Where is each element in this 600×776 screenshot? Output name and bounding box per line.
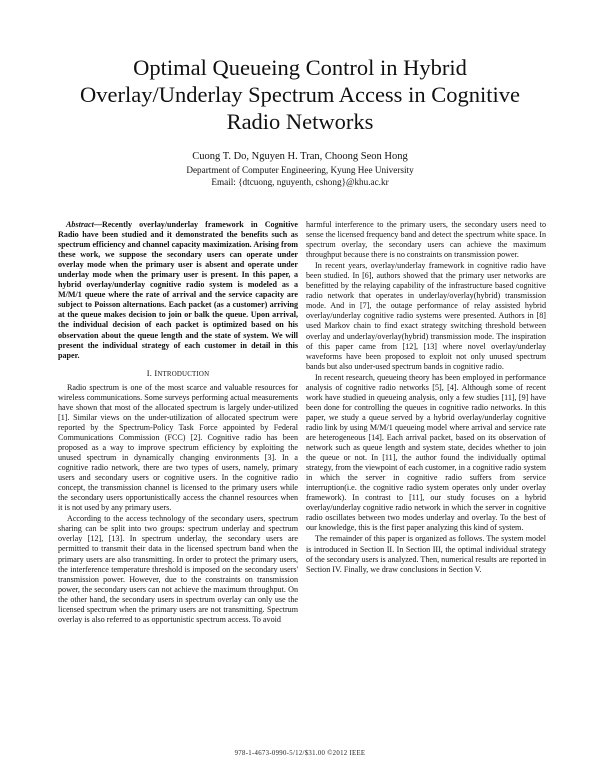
section-heading-introduction [58,369,298,380]
title-line-3: Radio Networks [226,109,374,134]
section-numeral: I. [146,368,153,378]
body-paragraph: The remainder of this paper is organized as follows. The system model is introduced in Section II. In Section III, the optimal individual strategy of the secondary users is analyzed. Then, numerical results are reported in Section IV. Finally, we draw conclusions in Section V. [306,534,546,574]
abstract-label: Abstract [66,220,94,229]
author-email: Email: {dtcuong, nguyenth, cshong}@khu.ac.kr [211,177,389,187]
copyright-footer: 978-1-4673-0990-5/12/$31.00 ©2012 IEEE [234,750,366,757]
abstract-dash: — [93,220,102,229]
abstract-text: Recently overlay/underlay framework in Cognitive Radio have been studied and it demonstrated the benefits such as spectrum efficiency and channel capacity maximization. Arising from these work, we suppose the secondary users can operate under overlay mode when the primary user is absent and operate under underlay mode when the primary user is present. In this paper, a hybrid overlay/underlay cognitive radio system is modeled as a M/M/1 queue where the rate of arrival and the service capacity are subject to Poisson alternations. Each packet (as a customer) arriving at the queue makes decision to join or balk the queue. Upon arrival, the individual decision of each packet is optimized based on his observation about the queue length and the state of system. We will present the individual strategy of each customer in detail in this paper. [58,220,298,360]
body-paragraph: harmful interference to the primary users, the secondary users need to sense the licensed frequency band and detect the spectrum white space. In spectrum overlay, the secondary users can achieve the maximum throughput because there is no constraints on transmission power. [306,220,546,260]
section-title-rest: NTRODUCTION [157,370,210,378]
title-line-2: Overlay/Underlay Spectrum Access in Cognitive [80,82,520,107]
left-column [58,220,298,626]
body-paragraph: According to the access technology of the secondary users, spectrum sharing can be split into two groups: spectrum underlay and spectrum overlay [12], [13]. In spectrum underlay, the secondary users are permitted to transmit their data in the licensed spectrum band when the primary users are also transmitting. In order to protect the primary users, the interference temperature threshold is imposed on the secondary users' transmission power. However, due to the constraints on transmission power, the secondary users can not achieve the maximum throughput. On the other hand, the secondary users in spectrum overlay can only use the licensed spectrum when the primary users are not transmitting. Spectrum overlay is also referred to as opportunistic spectrum access. To avoid [58,514,298,624]
author-affiliation: Department of Computer Engineering, Kyung Hee University [186,165,414,175]
body-paragraph: In recent research, queueing theory has been employed in performance analysis of cognitive radio networks [5], [4]. Although some of recent work have studied in queueing analysis, only a few studies [11], [9] have been done for controlling the queues in cognitive radio networks. In this paper, we study a queue served by a hybrid overlay/underlay cognitive radio link by using M/M/1 queueing model where arrival and service rate are heterogeneous [14]. Each arrival packet, based on its observation of network such as queue length and system state, decides whether to join the queue or not. In [11], the author found the individually optimal strategy, from the viewpoint of each customer, in a cognitive radio system in which the server in cognitive radio suffers from service interruption(i.e. the cognitive radio system operates only under overlay framework). In contrast to [11], our study focuses on a hybrid overlay/underlay cognitive radio network in which the server in cognitive radio oscillates between two modes underlay and overlay. To the best of our knowledge, this is the first paper analyzing this kind of system. [306,372,546,533]
section-title-initial: I [154,368,158,378]
author-list: Cuong T. Do, Nguyen H. Tran, Choong Seon Hong [192,151,408,162]
body-paragraph: Radio spectrum is one of the most scarce and valuable resources for wireless communications. Some surveys performing actual measurements have shown that most of the allocated spectrum is largely under-utilized [1]. Similar views on the under-utilization of allocated spectrum were reported by the Spectrum-Policy Task Force appointed by Federal Communications Commission (FCC) [2]. Cognitive radio has been proposed as a way to improve spectrum efficiency by exploiting the unused spectrum in dynamically changing environments [3]. In a cognitive radio network, there are two types of users, namely, primary users and secondary users or cognitive users. In the cognitive radio concept, the transmission channel is licensed to the primary users while the secondary users opportunistically access the channel resources when it is not used by any primary users. [58,382,298,513]
title-line-1: Optimal Queueing Control in Hybrid [133,55,467,80]
body-paragraph: In recent years, overlay/underlay framework in cognitive radio have been studied. In [6], authors showed that the primary user networks are benefitted by the relaying capability of the infrastructure based cognitive radio network that operates in underlay/overlay(hybrid) transmission mode. And in [7], the outage performance of relay assisted hybrid overlay/underlay cognitive radio systems were presented. Authors in [8] used Markov chain to find exact strategy switching threshold between overlay and underlay/overlay(hybrid) transmission mode. The inspiration of this paper came from [12], [13] where novel overlay/underlay waveforms have been proposed to exploit not only unused spectrum bands but also under-used spectrum bands in cognitive radio. [306,261,546,371]
abstract [58,220,298,361]
right-column [306,220,546,576]
paper-title [40,54,560,135]
